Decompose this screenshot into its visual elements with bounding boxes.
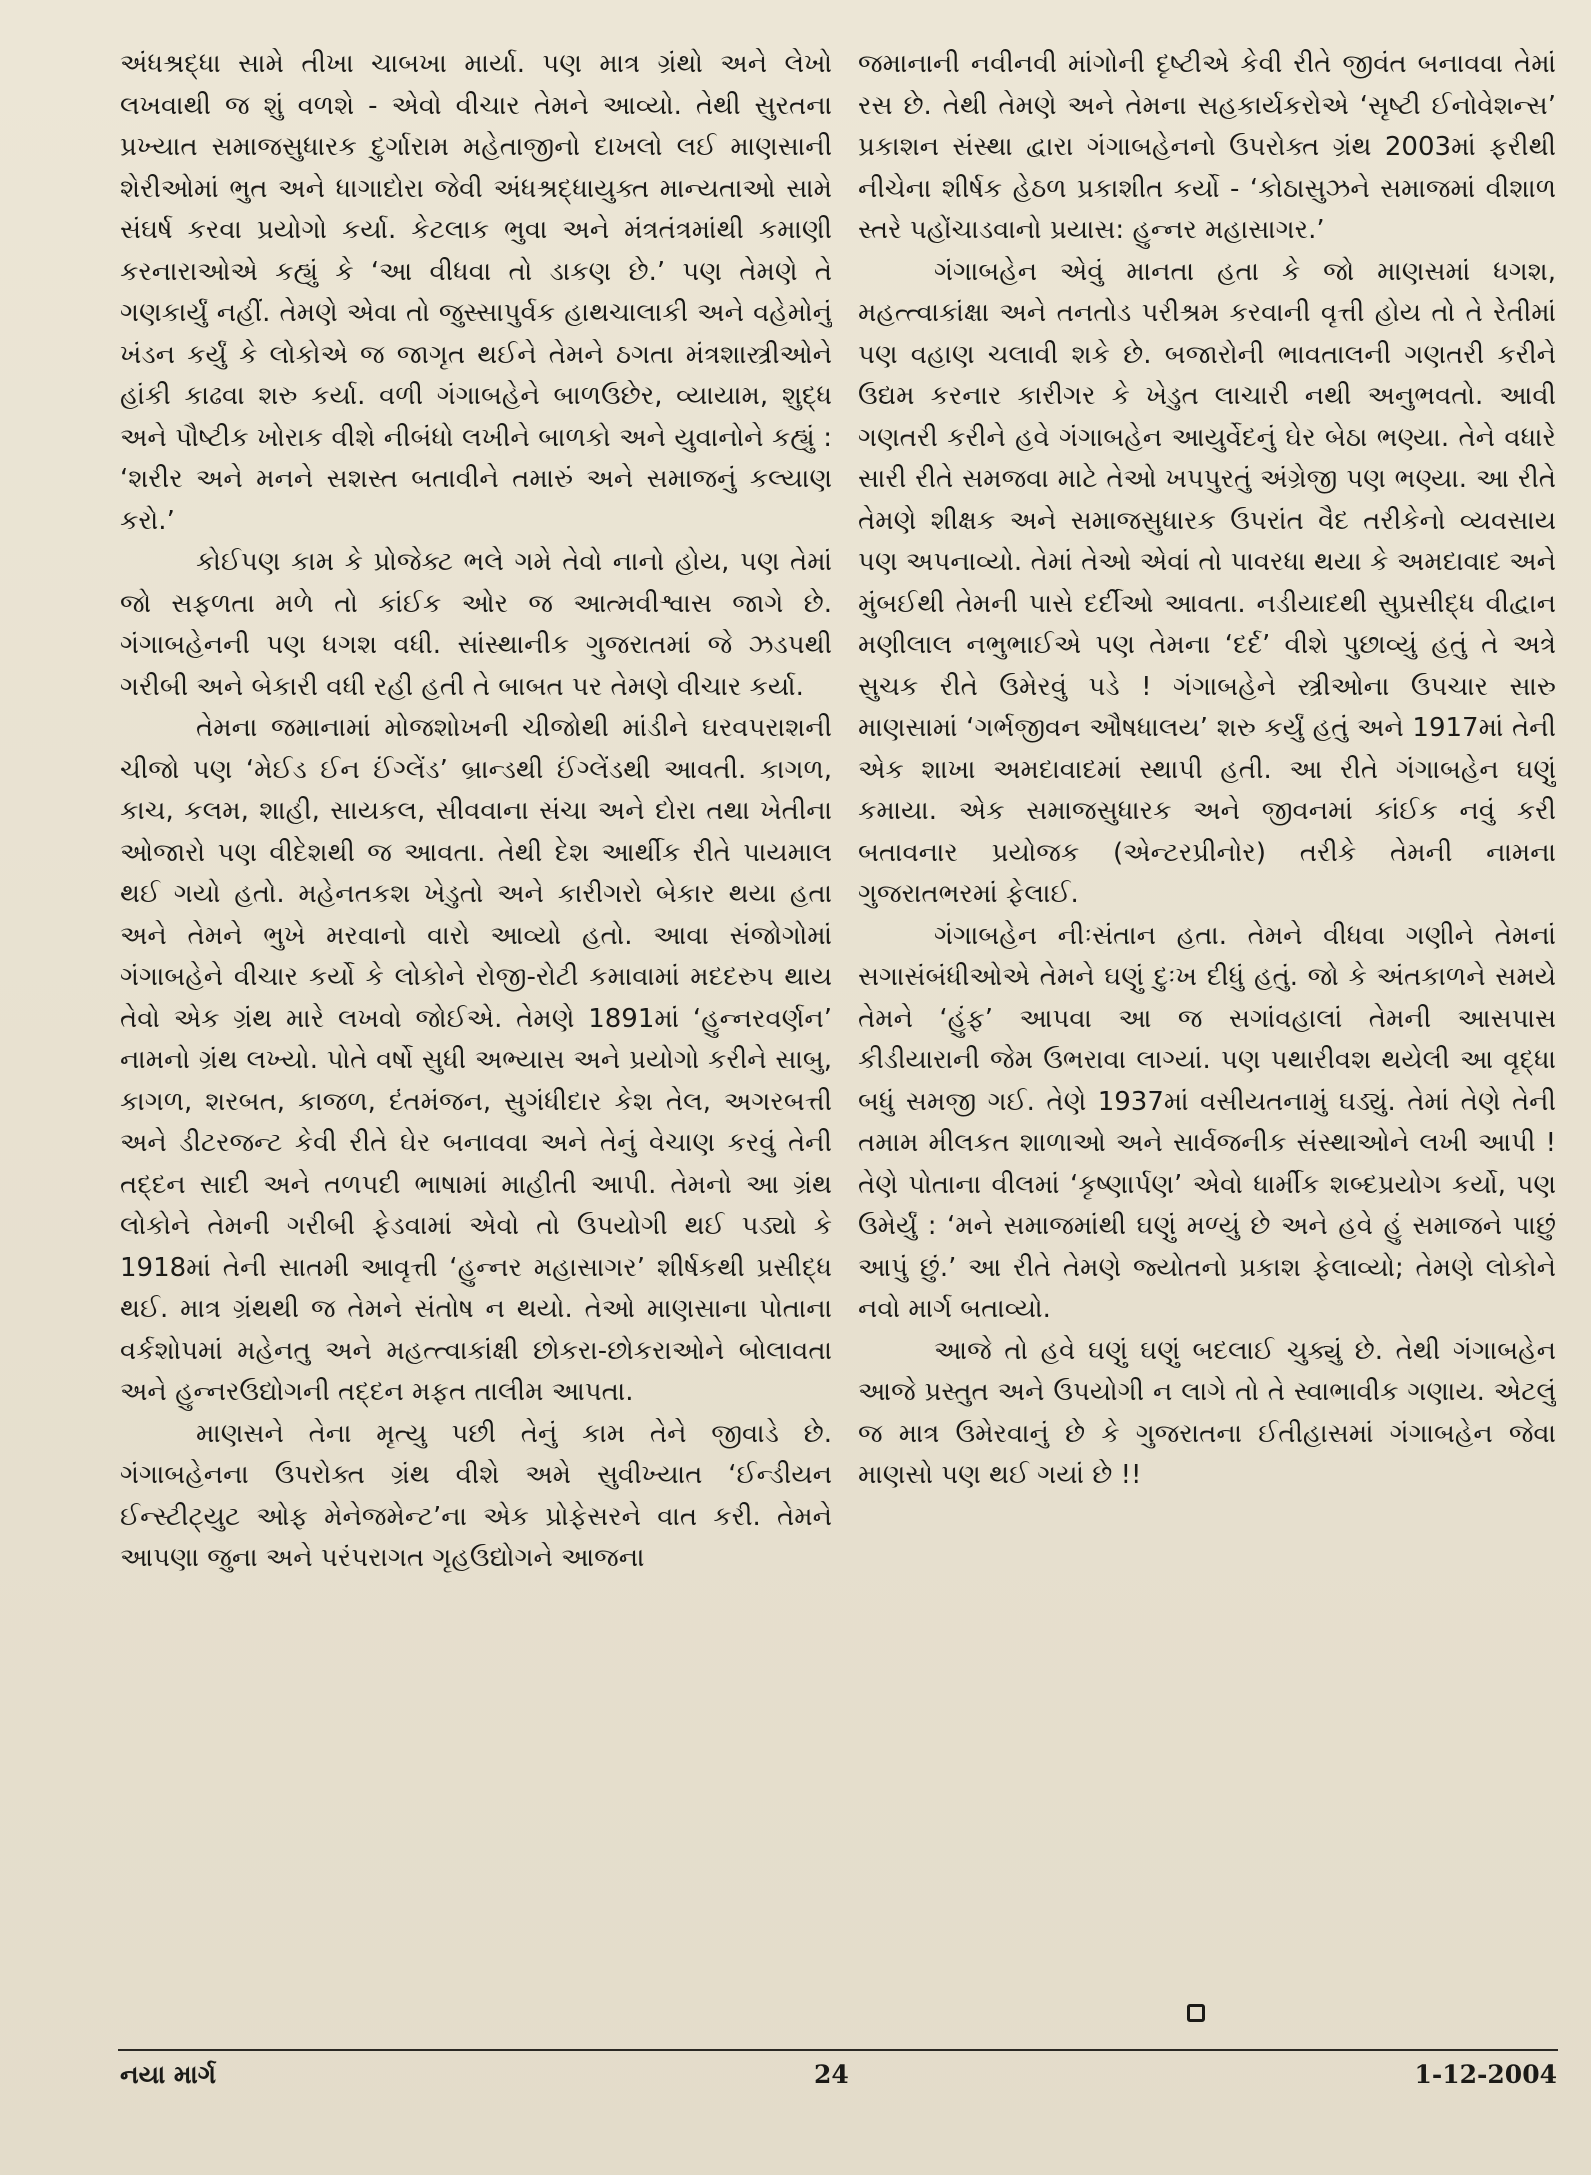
square-outline-icon [1187, 2004, 1205, 2022]
page-number: 24 [814, 2060, 849, 2089]
footer-divider [118, 2049, 1558, 2051]
paragraph: આજે તો હવે ઘણું ઘણું બદલાઈ ચુક્યું છે. તેથી ગંગાબહેન આજે પ્રસ્તુત અને ઉપયોગી ન લાગે તો તે સ્વાભાવીક ગણાય. એટલું જ માત્ર ઉમેરવાનું છે કે ગુજરાતના ઈતીહાસમાં ગંગાબહેન જેવા માણસો પણ થઈ ગયાં છે !! [858, 1335, 1556, 1490]
left-column [120, 44, 832, 2034]
paragraph: ગંગાબહેન નીઃસંતાન હતા. તેમને વીધવા ગણીને તેમનાં સગાસંબંધીઓએ તેમને ઘણું દુઃખ દીધું હતું. જો કે અંતકાળને સમયે તેમને ‘હુંફ’ આપવા આ જ સગાંવહાલાં તેમની આસપાસ કીડીયારાની જેમ ઉભરાવા લાગ્યાં. પણ પથારીવશ થયેલી આ વૃદ્ધા બધું સમજી ગઈ. તેણે 1937માં વસીયતનામું ઘડ્યું. તેમાં તેણે તેની તમામ મીલકત શાળાઓ અને સાર્વજનીક સંસ્થાઓને લખી આપી ! તેણે પોતાના વીલમાં ‘કૃષ્ણાર્પણ’ એવો ધાર્મીક શબ્દપ્રયોગ કર્યો, પણ ઉમેર્યું : ‘મને સમાજમાંથી ઘણું મળ્યું છે અને હવે હું સમાજને પાછું આપું છું.’ આ રીતે તેમણે જ્યોતનો પ્રકાશ ફેલાવ્યો; તેમણે લોકોને નવો માર્ગ બતાવ્યો. [858, 920, 1556, 1324]
paragraph: જમાનાની નવીનવી માંગોની દૃષ્ટીએ કેવી રીતે જીવંત બનાવવા તેમાં રસ છે. તેથી તેમણે અને તેમના સહકાર્યકરોએ ‘સૃષ્ટી ઈનોવેશન્સ’ પ્રકાશન સંસ્થા દ્વારા ગંગાબહેનનો ઉપરોક્ત ગ્રંથ 2003માં ફરીથી નીચેના શીર્ષક હેઠળ પ્રકાશીત કર્યો - ‘કોઠાસુઝને સમાજમાં વીશાળ સ્તરે પહોંચાડવાનો પ્રયાસ: હુન્નર મહાસાગર.’ [858, 49, 1556, 245]
paragraph: માણસને તેના મૃત્યુ પછી તેનું કામ તેને જીવાડે છે. ગંગાબહેનના ઉપરોક્ત ગ્રંથ વીશે અમે સુવીખ્યાત ‘ઈન્ડીયન ઈન્સ્ટીટ્યુટ ઓફ મેનેજમેન્ટ’ના એક પ્રોફેસરને વાત કરી. તેમને આપણા જુના અને પરંપરાગત ગૃહઉદ્યોગને આજના [120, 1418, 832, 1573]
paragraph: તેમના જમાનામાં મોજશોખની ચીજોથી માંડીને ઘરવપરાશની ચીજો પણ ‘મેઈડ ઈન ઈંગ્લેંડ’ બ્રાન્ડથી ઈંગ્લેંડથી આવતી. કાગળ, કાચ, કલમ, શાહી, સાયકલ, સીવવાના સંચા અને દોરા તથા ખેતીના ઓજારો પણ વીદેશથી જ આવતા. તેથી દેશ આર્થીક રીતે પાયમાલ થઈ ગયો હતો. મહેનતકશ ખેડુતો અને કારીગરો બેકાર થયા હતા અને તેમને ભુખે મરવાનો વારો આવ્યો હતો. આવા સંજોગોમાં ગંગાબહેને વીચાર કર્યો કે લોકોને રોજી-રોટી કમાવામાં મદદરુપ થાય તેવો એક ગ્રંથ મારે લખવો જોઈએ. તેમણે 1891માં ‘હુન્નરવર્ણન’ નામનો ગ્રંથ લખ્યો. પોતે વર્ષો સુધી અભ્યાસ અને પ્રયોગો કરીને સાબુ, કાગળ, શરબત, કાજળ, દંતમંજન, સુગંધીદાર કેશ તેલ, અગરબત્તી અને ડીટરજન્ટ કેવી રીતે ઘેર બનાવવા અને તેનું વેચાણ કરવું તેની તદ્દન સાદી અને તળપદી ભાષામાં માહીતી આપી. તેમનો આ ગ્રંથ લોકોને તેમની ગરીબી ફેડવામાં એવો તો ઉપયોગી થઈ પડ્યો કે 1918માં તેની સાતમી આવૃત્તી ‘હુન્નર મહાસાગર’ શીર્ષકથી પ્રસીદ્ધ થઈ. માત્ર ગ્રંથથી જ તેમને સંતોષ ન થયો. તેઓ માણસાના પોતાના વર્કશોપમાં મહેનતુ અને મહત્ત્વાકાંક્ષી છોકરા-છોકરાઓને બોલાવતા અને હુન્નરઉદ્યોગની તદ્દન મફત તાલીમ આપતા. [120, 713, 832, 1407]
right-column [858, 44, 1556, 2034]
paragraph: ગંગાબહેન એવું માનતા હતા કે જો માણસમાં ધગશ, મહત્ત્વાકાંક્ષા અને તનતોડ પરીશ્રમ કરવાની વૃત્તી હોય તો તે રેતીમાં પણ વહાણ ચલાવી શકે છે. બજારોની ભાવતાલની ગણતરી કરીને ઉદ્યમ કરનાર કારીગર કે ખેડુત લાચારી નથી અનુભવતો. આવી ગણતરી કરીને હવે ગંગાબહેન આયુર્વેદનું ઘેર બેઠા ભણ્યા. તેને વધારે સારી રીતે સમજવા માટે તેઓ ખપપુરતું અંગ્રેજી પણ ભણ્યા. આ રીતે તેમણે શીક્ષક અને સમાજસુધારક ઉપરાંત વૈદ તરીકેનો વ્યવસાય પણ અપનાવ્યો. તેમાં તેઓ એવાં તો પાવરધા થયા કે અમદાવાદ અને મુંબઈથી તેમની પાસે દર્દીઓ આવતા. નડીયાદથી સુપ્રસીદ્ધ વીદ્વાન મણીલાલ નભુભાઈએ પણ તેમના ‘દર્દ’ વીશે પુછાવ્યું હતું તે અત્રે સુચક રીતે ઉમેરવું પડે ! ગંગાબહેને સ્ત્રીઓના ઉપચાર સારુ માણસામાં ‘ગર્ભજીવન ઔષધાલય’ શરુ કર્યું હતું અને 1917માં તેની એક શાખા અમદાવાદમાં સ્થાપી હતી. આ રીતે ગંગાબહેન ઘણું કમાયા. એક સમાજસુધારક અને જીવનમાં કાંઈક નવું કરી બતાવનાર પ્રયોજક (એન્ટરપ્રીનોર) તરીકે તેમની નામના ગુજરાતભરમાં ફેલાઈ. [858, 256, 1556, 909]
paragraph: અંધશ્રદ્ધા સામે તીખા ચાબખા માર્યા. પણ માત્ર ગ્રંથો અને લેખો લખવાથી જ શું વળશે - એવો વીચાર તેમને આવ્યો. તેથી સુરતના પ્રખ્યાત સમાજસુધારક દુર્ગારામ મહેતાજીનો દાખલો લઈ માણસાની શેરીઓમાં ભુત અને ધાગાદોરા જેવી અંધશ્રદ્ધાયુક્ત માન્યતાઓ સામે સંઘર્ષ કરવા પ્રયોગો કર્યા. કેટલાક ભુવા અને મંત્રતંત્રમાંથી કમાણી કરનારાઓએ કહ્યું કે ‘આ વીધવા તો ડાકણ છે.’ પણ તેમણે તે ગણકાર્યું નહીં. તેમણે એવા તો જુસ્સાપુર્વક હાથચાલાકી અને વહેમોનું ખંડન કર્યું કે લોકોએ જ જાગૃત થઈને તેમને ઠગતા મંત્રશાસ્ત્રીઓને હાંકી કાઢવા શરુ કર્યા. વળી ગંગાબહેને બાળઉછેર, વ્યાયામ, શુદ્ધ અને પૌષ્ટીક ખોરાક વીશે નીબંધો લખીને બાળકો અને યુવાનોને કહ્યું : ‘શરીર અને મનને સશસ્ત બતાવીને તમારું અને સમાજનું કલ્યાણ કરો.’ [120, 49, 832, 536]
publication-name: નયા માર્ગ [120, 2060, 216, 2089]
issue-date: 1-12-2004 [1414, 2060, 1557, 2089]
paragraph: કોઈપણ કામ કે પ્રોજેક્ટ ભલે ગમે તેવો નાનો હોય, પણ તેમાં જો સફળતા મળે તો કાંઈક ઓર જ આત્મવીશ્વાસ જાગે છે. ગંગાબહેનની પણ ધગશ વધી. સાંસ્થાનીક ગુજરાતમાં જે ઝડપથી ગરીબી અને બેકારી વધી રહી હતી તે બાબત પર તેમણે વીચાર કર્યા. [120, 547, 832, 702]
